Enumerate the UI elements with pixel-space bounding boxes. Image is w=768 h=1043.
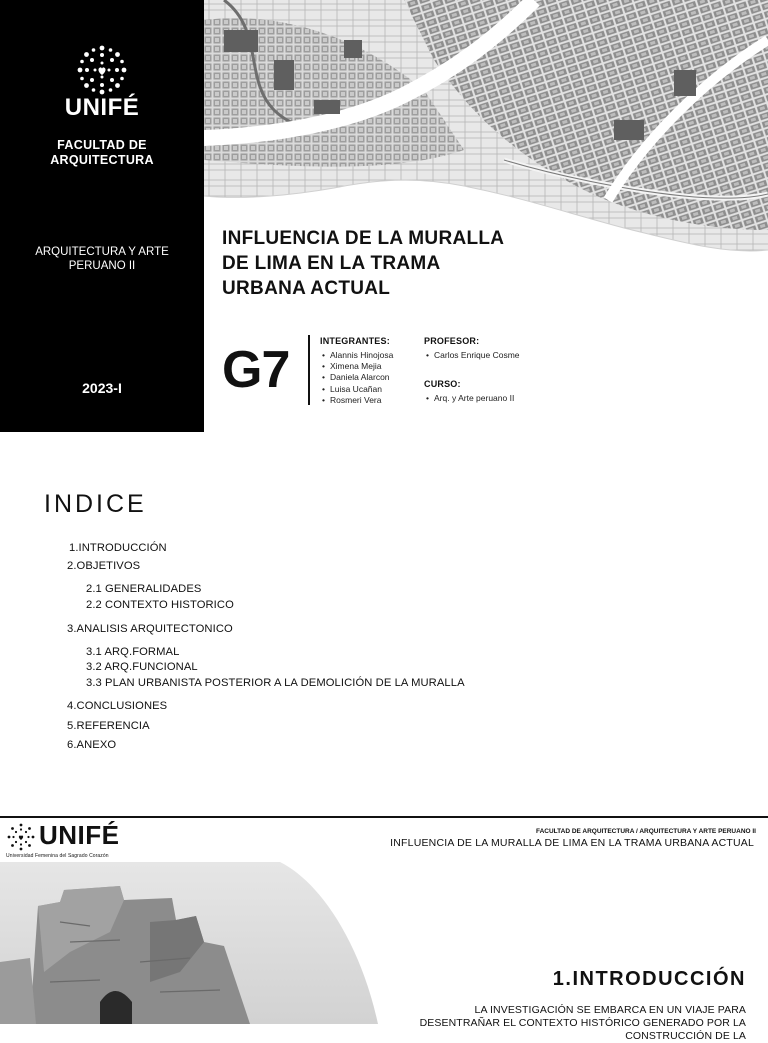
index-item-referencia[interactable]: 5.REFERENCIA <box>67 720 150 732</box>
cover-page <box>0 0 768 432</box>
unife-emblem-icon <box>74 42 130 98</box>
project-title: INFLUENCIA DE LA MURALLA DE LIMA EN LA TRAMA URBANA ACTUAL <box>222 228 505 299</box>
index-item-plan-urbanista[interactable]: 3.3 PLAN URBANISTA POSTERIOR A LA DEMOLICIÓN DE LA MURALLA <box>86 677 465 689</box>
member-item: • Ximena Mejia <box>320 361 415 372</box>
curso-item: • Arq. y Arte peruano II <box>424 393 564 404</box>
profesor-list <box>424 350 564 361</box>
profesor-item: • Carlos Enrique Cosme <box>424 350 564 361</box>
faculty-line: FACULTAD DE ARQUITECTURA / ARQUITECTURA Y ARTE PERUANO II <box>535 828 756 835</box>
index-item-analisis-arquitectonico[interactable]: 3.ANALISIS ARQUITECTONICO <box>67 623 233 635</box>
unife-emblem-icon <box>6 822 36 852</box>
term-label: 2023-I <box>82 380 122 396</box>
index-page <box>0 432 768 816</box>
member-item: • Daniela Alarcon <box>320 372 415 383</box>
course-title: ARQUITECTURA Y ARTE PERUANO II <box>35 246 169 272</box>
intro-page <box>0 816 768 1042</box>
curso-label: CURSO: <box>424 379 461 389</box>
index-item-objetivos[interactable]: 2.OBJETIVOS <box>67 560 141 572</box>
section-heading: 1.INTRODUCCIÓN <box>552 968 746 990</box>
group-code: G7 <box>222 341 290 399</box>
top-rule <box>0 816 768 818</box>
faculty-name: FACULTAD DE ARQUITECTURA <box>50 138 154 167</box>
index-item-generalidades[interactable]: 2.1 GENERALIDADES <box>86 583 202 595</box>
cover-sidebar <box>0 0 204 432</box>
index-item-conclusiones[interactable]: 4.CONCLUSIONES <box>67 700 168 712</box>
index-title: INDICE <box>44 490 147 518</box>
integrantes-block <box>320 336 415 406</box>
vertical-divider <box>308 335 310 405</box>
brand-name: UNIFÉ <box>64 94 140 121</box>
muralla-ruin-photo <box>0 862 380 1024</box>
curso-list <box>424 393 564 404</box>
integrantes-list <box>320 350 415 406</box>
brand-subtitle: Universidad Femenina del Sagrado Corazón <box>6 853 109 859</box>
curso-block <box>424 379 564 404</box>
member-item: • Alannis Hinojosa <box>320 350 415 361</box>
profesor-block <box>424 336 564 361</box>
integrantes-label: INTEGRANTES: <box>320 336 390 346</box>
index-item-anexo[interactable]: 6.ANEXO <box>67 739 117 751</box>
profesor-label: PROFESOR: <box>424 336 480 346</box>
index-item-contexto-historico[interactable]: 2.2 CONTEXTO HISTORICO <box>86 599 234 611</box>
index-item-arq-funcional[interactable]: 3.2 ARQ.FUNCIONAL <box>86 661 198 673</box>
member-item: • Rosmeri Vera <box>320 395 415 406</box>
index-item-introduccion[interactable]: 1.INTRODUCCIÓN <box>69 542 167 554</box>
member-item: • Luisa Ucañan <box>320 384 415 395</box>
brand-name: UNIFÉ <box>39 820 120 850</box>
intro-paragraph: LA INVESTIGACIÓN SE EMBARCA EN UN VIAJE PARA DESENTRAÑAR EL CONTEXTO HISTÓRICO GENERADO POR LA CONSTRUCCIÓN DE LA <box>419 1004 746 1042</box>
index-item-arq-formal[interactable]: 3.1 ARQ.FORMAL <box>86 646 180 658</box>
document-title: INFLUENCIA DE LA MURALLA DE LIMA EN LA TRAMA URBANA ACTUAL <box>390 837 754 849</box>
